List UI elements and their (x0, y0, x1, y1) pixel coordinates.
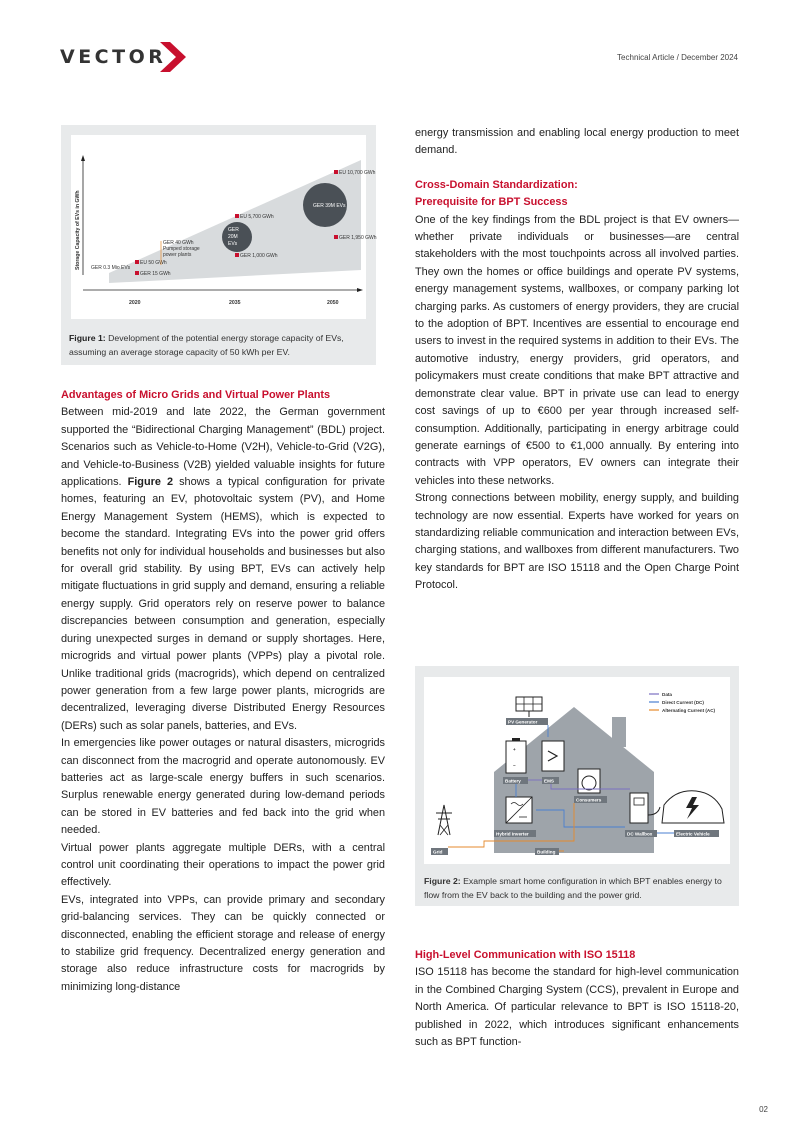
figure-2-caption-text: Example smart home configuration in which BPT enables energy to flow from the EV back to the building and the power grid. (424, 876, 722, 900)
label-ems: EMS (544, 778, 554, 784)
label-eu-2020: EU 50 GWh (140, 260, 167, 266)
figure-2 (415, 666, 739, 906)
label-pumped-l3: power plants (163, 252, 192, 258)
tick-2050: 2050 (327, 300, 339, 306)
label-ev: Electric Vehicle (676, 831, 710, 837)
figure-1-caption-text: Development of the potential energy storage capacity of EVs, assuming an average storage capacity of 50 kWh per EV. (69, 333, 344, 357)
paragraph-vpp: Virtual power plants aggregate multiple DERs, with a central control unit coordinating their operations to impact the power grid effectively. (61, 841, 385, 889)
section-heading-standardization-l1: Cross-Domain Standardization: (415, 178, 578, 191)
section-heading-standardization-l2: Prerequisite for BPT Success (415, 196, 568, 209)
figure-1-chart (71, 135, 377, 319)
label-grid: Grid (433, 849, 443, 855)
paragraph-bdl: Between mid-2019 and late 2022, the German government supported the “Bidirectional Charging Management” (BDL) project. Scenarios such as Vehicle-to-Home (V2H), Vehicle-to-Grid (V2G), and Vehicle-to-Business (V2B) yielded valuable insights for future applications. Figure 2 shows a typical configuration for private homes, featuring an EV, photovoltaic system (PV), and Home Energy Management System (HEMS), which is expected to become the standard. Integrating EVs into the power grid offers benefits not only for individual households and businesses but also for overall grid stability. By using BPT, EVs can actively help mitigate fluctuations in grid supply and demand, ensuring a reliable energy supply. Grid operators rely on reserve power to balance discrepancies between consumption and generation, especially during unexpected surges in demand or supply shortages. Here, microgrids and virtual power plants (VPPs) play a pivotal role. Unlike traditional grids (macrogrids), which depend on centralized power generation from a few large power plants, microgrids are decentralized, leveraging diverse Distributed Energy Resources (DERs) such as solar panels, batteries, and EVs. (61, 406, 385, 732)
paragraph-connections: Strong connections between mobility, energy supply, and building technology are now essential. Experts have worked for years on standardizing reliable communication and interaction between EVs, charging stations, and wallboxes from different manufacturers. Two key standards for BPT are ISO 15118 and the Open Charge Point Protocol. (415, 492, 739, 592)
left-column (61, 387, 385, 996)
svg-text:−: − (513, 763, 516, 768)
marker-eu-2035 (235, 214, 239, 218)
figure-2-caption-label: Figure 2: (424, 876, 461, 886)
chevron-logo-icon (160, 42, 186, 72)
paragraph-continued: energy transmission and enabling local energy production to meet demand. (415, 127, 739, 157)
label-pumped-l2: Pumped storage (163, 246, 200, 252)
label-eu-2035: EU 5,700 GWh (240, 214, 274, 220)
right-column-top (415, 125, 739, 595)
marker-ger-2035 (235, 253, 239, 257)
tick-2020: 2020 (129, 300, 141, 306)
bubble-2035-l3: EVs (228, 241, 238, 247)
legend-dc: Direct Current (DC) (662, 700, 704, 705)
label-consumers: Consumers (576, 797, 602, 803)
electric-car-icon (662, 791, 724, 823)
figure-1 (61, 125, 376, 365)
label-eu-2050: EU 10,700 GWh (339, 170, 376, 176)
marker-ger-2020 (135, 271, 139, 275)
chimney (612, 717, 626, 747)
battery-icon (506, 738, 526, 773)
figure-2-reference: Figure 2 (127, 476, 174, 489)
bubble-2035-l1: GER (228, 227, 239, 233)
page-number: 02 (759, 1105, 768, 1114)
marker-eu-2020 (135, 260, 139, 264)
dc-wallbox-icon (630, 793, 660, 823)
article-type: Technical Article / December 2024 (617, 53, 738, 62)
paragraph-evs-vpp: EVs, integrated into VPPs, can provide primary and secondary grid-balancing services. They can be quickly connected or disconnected, enabling the efficient storage and release of energy to stabilize grid frequency. Decentralized energy generation and storage also reduce infrastructure costs for macrogrids by minimizing long-distance (61, 893, 385, 993)
paragraph-emergencies: In emergencies like power outages or natural disasters, microgrids can disconnect from the macrogrid and operate autonomously. EV batteries act as large-scale energy buffers in such scenarios. Surplus renewable energy generated during low-demand periods can be stored in EV batteries and fed back into the grid when needed. (61, 737, 385, 837)
label-wallbox: DC Wallbox (627, 831, 653, 837)
tick-2035: 2035 (229, 300, 241, 306)
marker-eu-2050 (334, 170, 338, 174)
vector-logo (60, 44, 190, 72)
label-battery: Battery (505, 778, 521, 784)
pv-panel-icon (516, 697, 542, 717)
ems-icon (542, 741, 564, 771)
power-tower-icon (436, 805, 452, 835)
label-pv: PV Generator (508, 719, 538, 725)
label-ger-2050: GER 1,950 GWh (339, 235, 377, 241)
x-axis-arrow (357, 288, 363, 292)
svg-text:+: + (513, 747, 516, 752)
y-axis-label: Storage Capacity of EVs in GWh (75, 190, 81, 270)
bubble-2050-label: GER 39M EVs (313, 203, 346, 209)
label-ger-2035: GER 1,000 GWh (240, 253, 278, 259)
figure-2-diagram (424, 677, 730, 864)
figure-2-caption (424, 874, 734, 902)
figure-1-caption-label: Figure 1: (69, 333, 106, 343)
label-ger-evs-2020: GER 0.3 Mio EVs (91, 265, 131, 271)
label-ger-2020: GER 15 GWh (140, 271, 171, 277)
right-column-bottom (415, 947, 739, 1051)
section-heading-micro-grids: Advantages of Micro Grids and Virtual Power Plants (61, 389, 331, 401)
label-building: Building (537, 849, 556, 855)
figure-1-caption (69, 331, 369, 359)
paragraph-stakeholders: One of the key findings from the BDL project is that EV owners—whether private individuals or businesses—are central stakeholders with the most touchpoints across all involved parties. They own the homes or office buildings and operate PV systems, energy management systems, wallboxes, or company parking lot charging parks. As customers of energy providers, they are crucial to the adoption of BPT. Incentives are essential to encourage end users to invest in the required systems in addition to their EVs. The automotive industry, energy providers, grid operators, and policymakers must create conditions that make BPT attractive and demonstrate clear value. BPT in private use can lead to energy cost savings of up to €600 per year through increased self-consumption. Additionally, participating in energy arbitrage could generate earnings of €500 to €1,000 annually. By entering into contracts with VPP operators, EV owners can integrate their vehicles into these networks. (415, 213, 739, 487)
brand-name: VECTOR (60, 46, 167, 68)
label-inverter: Hybrid Inverter (496, 831, 529, 837)
hybrid-inverter-icon (506, 797, 532, 823)
marker-ger-2050 (334, 235, 338, 239)
label-pumped-l1: GER 40 GWh (163, 240, 194, 246)
y-axis-arrow (81, 155, 85, 161)
section-heading-iso-15118: High-Level Communication with ISO 15118 (415, 949, 636, 961)
paragraph-iso-15118: ISO 15118 has become the standard for high-level communication in the Combined Charging System (CCS), prevalent in Europe and North America. Of particular relevance to BPT is ISO 15118-20, published in 2022, which introduces significant enhancements such as BPT function- (415, 966, 739, 1049)
bubble-2035-l2: 20M (228, 234, 238, 240)
legend-ac: Alternating Current (AC) (662, 708, 716, 713)
legend-data: Data (662, 692, 672, 697)
